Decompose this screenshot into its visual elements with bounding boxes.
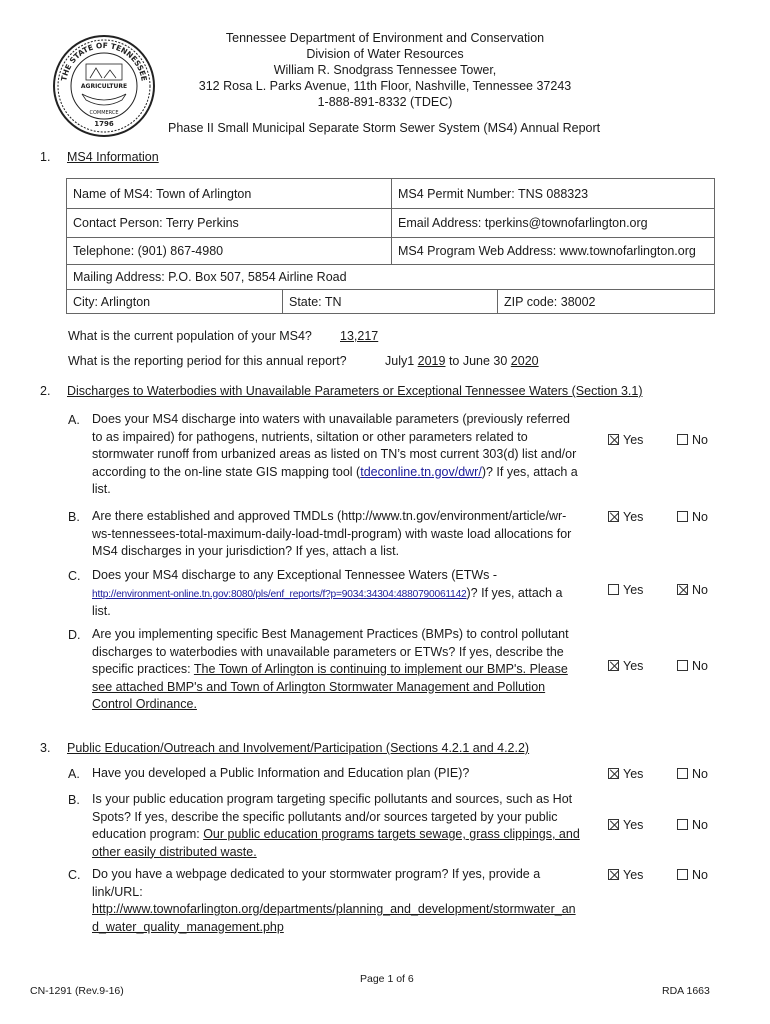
section-2-number: 2. (40, 384, 51, 398)
bmp-answer: The Town of Arlington is continuing to implement our BMP's. Please see attached BMP's and Town of Arlington Stormwater Management and Pollution Control Ordinance. (92, 662, 568, 711)
ms4-info-table (66, 178, 715, 314)
division-name: Division of Water Resources (306, 47, 464, 61)
svg-text:1796: 1796 (94, 120, 114, 128)
question-letter: B. (68, 510, 80, 524)
checkbox-empty-icon (677, 768, 688, 779)
checkbox-checked-icon (677, 584, 688, 595)
permit-number-field: MS4 Permit Number: TNS 088323 (391, 179, 716, 208)
checkbox-empty-icon (677, 434, 688, 445)
question-2c-text: Does your MS4 discharge to any Exceptional Tennessee Waters (ETWs - http://environment-online.tn.gov:8080/pls/enf_reports/f?p=9034:34304:4880790061142)? If yes, attach a list. (92, 568, 563, 618)
table-row (67, 209, 714, 238)
table-row (67, 290, 714, 314)
question-3b-no[interactable]: No (677, 818, 708, 832)
section-1-number: 1. (40, 150, 51, 164)
svg-text:COMMERCE: COMMERCE (89, 110, 119, 116)
section-1-title: MS4 Information (67, 150, 159, 164)
question-2b-no[interactable]: No (677, 510, 708, 524)
question-3c-yes[interactable]: Yes (608, 868, 643, 882)
svg-text:AGRICULTURE: AGRICULTURE (80, 83, 128, 90)
period-end-year: 2020 (510, 354, 539, 368)
checkbox-empty-icon (677, 819, 688, 830)
checkbox-empty-icon (677, 869, 688, 880)
report-title: Phase II Small Municipal Separate Storm Sewer System (MS4) Annual Report (168, 121, 601, 135)
section-3-title: Public Education/Outreach and Involvement/Participation (Sections 4.2.1 and 4.2.2) (67, 741, 530, 755)
section-2-title: Discharges to Waterbodies with Unavailable Parameters or Exceptional Tennessee Waters (Section 3.1) (67, 384, 643, 398)
checkbox-empty-icon (677, 660, 688, 671)
question-letter: A. (68, 767, 80, 781)
agency-name: Tennessee Department of Environment and Conservation (225, 31, 545, 45)
question-3a-text: Have you developed a Public Information and Education plan (PIE)? (92, 766, 470, 780)
checkbox-checked-icon (608, 768, 619, 779)
page-number: Page 1 of 6 (360, 973, 414, 985)
question-3c-text: Do you have a webpage dedicated to your stormwater program? If yes, provide a link/URL: http://www.townofarlington.org/departments/planning_and_development/stormwater_and_water_quality_management.php (92, 866, 582, 936)
question-3c-no[interactable]: No (677, 868, 708, 882)
question-letter: B. (68, 793, 80, 807)
checkbox-checked-icon (608, 869, 619, 880)
question-2d-text: Are you implementing specific Best Management Practices (BMPs) to control pollutant discharges to waterbodies with unavailable parameters or ETWs? If yes, describe the specific practices: The Town of Arlington is continuing to implement our BMP's. Please see attached BMP's and Town of Arlington Stormwater Management and Pollution Control Ordinance. (92, 627, 569, 711)
question-2d-no[interactable]: No (677, 659, 708, 673)
pollutants-answer: Our public education programs targets sewage, grass clippings, and other easily distributed waste. (92, 827, 580, 859)
checkbox-empty-icon (608, 584, 619, 595)
agency-header (140, 30, 630, 110)
table-row (67, 265, 714, 290)
question-3b-text: Is your public education program targeting specific pollutants and sources, such as Hot Spots? If yes, describe the specific pollutants and/or sources targeted by your public education program: Our public education programs targets sewage, grass clippings, and other easily distributed waste. (92, 792, 580, 859)
question-letter: A. (68, 413, 80, 427)
ms4-name-field: Name of MS4: Town of Arlington (73, 186, 252, 201)
checkbox-checked-icon (608, 819, 619, 830)
checkbox-empty-icon (677, 511, 688, 522)
table-row (67, 179, 714, 209)
question-2a-yes[interactable]: Yes (608, 433, 643, 447)
svg-text:THE STATE OF TENNESSEE: THE STATE OF TENNESSEE (59, 40, 149, 82)
street-address: 312 Rosa L. Parks Avenue, 11th Floor, Nashville, Tennessee 37243 (198, 79, 572, 93)
state-field: State: TN (282, 290, 497, 314)
checkbox-checked-icon (608, 511, 619, 522)
question-2c-yes[interactable]: Yes (608, 583, 643, 597)
question-2d-yes[interactable]: Yes (608, 659, 643, 673)
question-letter: D. (68, 628, 81, 642)
city-field: City: Arlington (73, 295, 151, 309)
gis-mapping-link[interactable]: tdeconline.tn.gov/dwr/ (360, 464, 482, 479)
reporting-period-answer: July1 2019 to June 30 2020 (385, 354, 539, 368)
phone-number: 1-888-891-8332 (TDEC) (317, 95, 453, 109)
checkbox-checked-icon (608, 434, 619, 445)
question-2b-text: Are there established and approved TMDLs (http://www.tn.gov/environment/article/wr-ws-tennessees-total-maximum-daily-load-tmdl-program) with waste load allocations for MS4 discharges in your jurisdiction? If yes, attach a list. (92, 509, 572, 558)
telephone-field: Telephone: (901) 867-4980 (73, 244, 224, 258)
question-2b-yes[interactable]: Yes (608, 510, 643, 524)
period-start-year: 2019 (417, 354, 446, 368)
mailing-address-field: Mailing Address: P.O. Box 507, 5854 Airline Road (73, 270, 347, 284)
question-2a-no[interactable]: No (677, 433, 708, 447)
stormwater-webpage-url[interactable]: http://www.townofarlington.org/departments/planning_and_development/stormwater_and_water_quality_management.php (92, 902, 576, 934)
email-field: Email Address: tperkins@townofarlington.org (391, 209, 716, 237)
question-3a-yes[interactable]: Yes (608, 767, 643, 781)
section-3-number: 3. (40, 741, 51, 755)
population-answer: 13,217 (340, 329, 379, 343)
etw-reports-link[interactable]: http://environment-online.tn.gov:8080/pls/enf_reports/f?p=9034:34304:4880790061142 (92, 588, 467, 600)
table-row (67, 238, 714, 265)
web-address-field: MS4 Program Web Address: www.townofarlington.org (391, 238, 716, 264)
contact-person-field: Contact Person: Terry Perkins (73, 216, 239, 230)
form-number: CN-1291 (Rev.9-16) (30, 985, 124, 997)
question-2a-text: Does your MS4 discharge into waters with unavailable parameters (previously referred to as impaired) for pathogens, nutrients, siltation or other parameters related to stormwater runoff from urbanized areas as listed on TN’s most current 303(d) list and/or according to the on-line state GIS mapping tool (tdeconline.tn.gov/dwr/)? If yes, attach a list. (92, 412, 578, 496)
question-letter: C. (68, 868, 81, 882)
zip-field: ZIP code: 38002 (497, 290, 716, 314)
reporting-period-question: What is the reporting period for this annual report? (68, 354, 347, 368)
rda-number: RDA 1663 (662, 985, 710, 997)
building-name: William R. Snodgrass Tennessee Tower, (273, 63, 497, 77)
question-3a-no[interactable]: No (677, 767, 708, 781)
question-2c-no[interactable]: No (677, 583, 708, 597)
population-question: What is the current population of your MS4? (68, 329, 312, 343)
question-letter: C. (68, 569, 81, 583)
checkbox-checked-icon (608, 660, 619, 671)
question-3b-yes[interactable]: Yes (608, 818, 643, 832)
